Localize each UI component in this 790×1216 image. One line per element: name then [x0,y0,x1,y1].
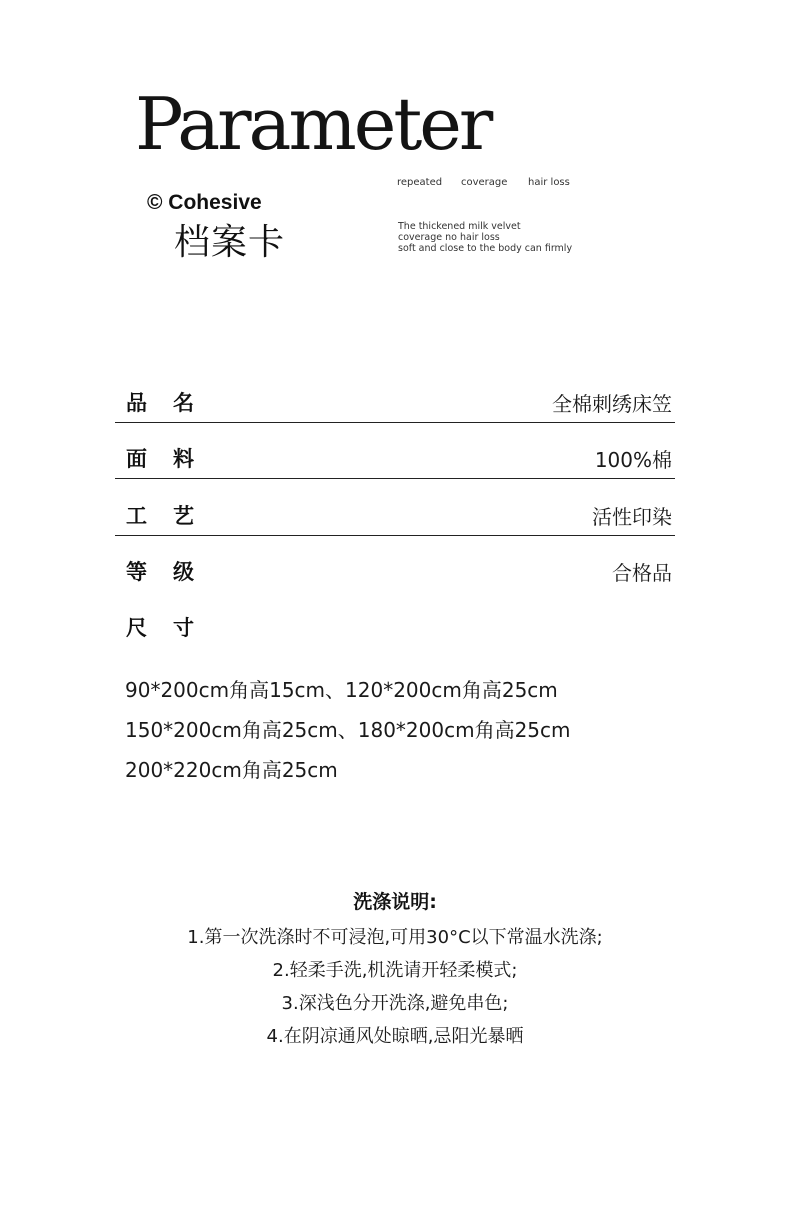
param-row-grade [115,535,675,591]
tag-hair-loss: hair loss [528,177,570,188]
param-row-fabric [115,422,675,479]
param-row-name [115,366,675,423]
size-list [125,670,571,790]
wash-instruction-item: 4.在阴凉通风处晾晒,忌阳光暴晒 [266,1026,524,1047]
param-value: 全棉刺绣床笠 [552,392,672,416]
size-line: 150*200cm角高25cm、180*200cm角高25cm [125,718,571,742]
param-label: 等级 [126,560,220,584]
param-value: 合格品 [612,561,672,585]
description-line: The thickened milk velvet [398,221,521,232]
description-line: coverage no hair loss [398,232,500,243]
param-row-size [115,591,675,647]
description-line: soft and close to the body can firmly [398,243,573,254]
tag-coverage: coverage [461,177,508,188]
param-label: 尺寸 [126,616,220,640]
param-label: 工艺 [126,504,220,528]
product-description [398,221,572,254]
param-value: 活性印染 [592,505,672,529]
size-line: 200*220cm角高25cm [125,758,338,782]
brand-name: © Cohesive [147,191,262,214]
param-row-craft [115,479,675,536]
page-subtitle: 档案卡 [174,222,286,263]
wash-instruction-item: 3.深浅色分开洗涤,避免串色; [281,993,509,1014]
wash-instructions-title: 洗涤说明: [353,891,437,913]
wash-instruction-item: 2.轻柔手洗,机洗请开轻柔模式; [272,960,518,981]
wash-instruction-item: 1.第一次洗涤时不可浸泡,可用30°C以下常温水洗涤; [187,927,603,948]
param-value: 100%棉 [594,448,672,472]
size-line: 90*200cm角高15cm、120*200cm角高25cm [125,678,558,702]
param-label: 品名 [126,391,220,415]
wash-instructions-list [0,921,790,1053]
tag-repeated: repeated [397,177,443,188]
param-label: 面料 [126,447,220,471]
page-title: Parameter [135,82,491,166]
